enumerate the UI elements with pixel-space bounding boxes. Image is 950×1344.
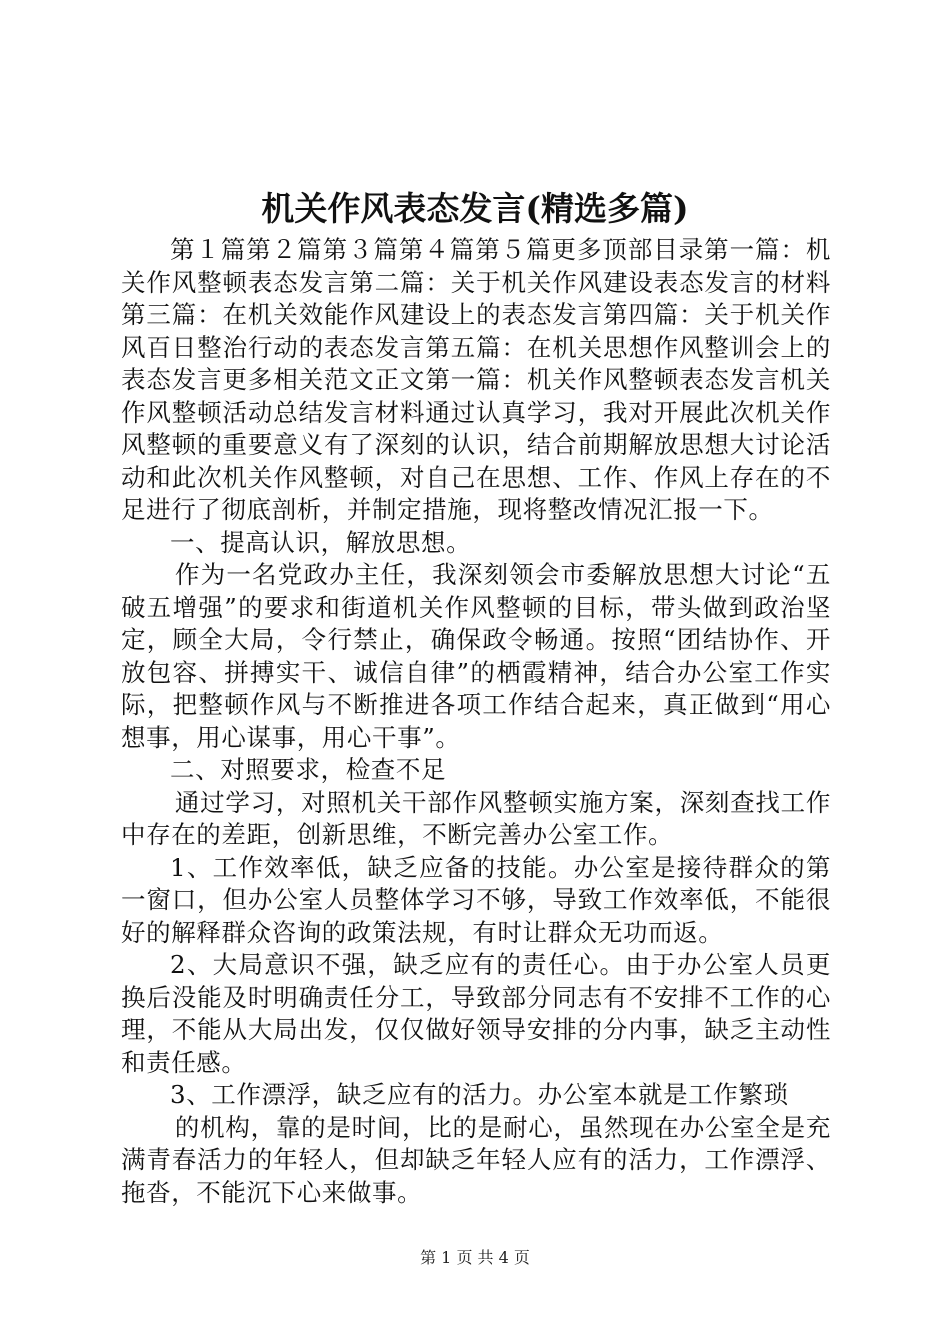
paragraph-intro: 第１篇第２篇第３篇第４篇第５篇更多顶部目录第一篇：机关作风整顿表态发言第二篇：关于机关作风建设表态发言的材料第三篇：在机关效能作风建设上的表态发言第四篇：关于机关作风百日整治行动的表态发言第五篇：在机关思想作风整训会上的表态发言更多相关范文正文第一篇：机关作风整顿表态发言机关作风整顿活动总结发言材料通过认真学习，我对开展此次机关作风整顿的重要意义有了深刻的认识，结合前期解放思想大讨论活动和此次机关作风整顿，对自己在思想、工作、作风上存在的不足进行了彻底剖析，并制定措施，现将整改情况汇报一下。	[121, 235, 831, 524]
section-heading-2: 二、对照要求，检查不足	[170, 755, 447, 784]
section-heading-1: 一、提高认识，解放思想。	[170, 527, 472, 557]
paragraph-section-2: 通过学习，对照机关干部作风整顿实施方案，深刻查找工作中存在的差距，创新思维，不断完善办公室工作。	[121, 787, 831, 849]
paragraph-section-1: 作为一名党政办主任，我深刻领会市委解放思想大讨论“五破五增强”的要求和街道机关作风整顿的目标，带头做到政治坚定，顾全大局，令行禁止，确保政令畅通。按照“团结协作、开放包容、拼搏实干、诚信自律”的栖霞精神，结合办公室工作实际，把整顿作风与不断推进各项工作结合起来，真正做到“用心想事，用心谋事，用心干事”。	[121, 560, 831, 752]
paragraph-item-2: 2、大局意识不强，缺乏应有的责任心。由于办公室人员更换后没能及时明确责任分工，导致部分同志有不安排不工作的心理，不能从大局出发，仅仅做好领导安排的分内事，缺乏主动性和责任感。	[121, 950, 831, 1077]
paragraph-item-1: 1、工作效率低，缺乏应备的技能。办公室是接待群众的第一窗口，但办公室人员整体学习不够，导致工作效率低，不能很好的解释群众咨询的政策法规，有时让群众无功而返。	[121, 852, 831, 947]
paragraph-item-3-continued: 的机构，靠的是时间，比的是耐心，虽然现在办公室全是充满青春活力的年轻人，但却缺乏年轻人应有的活力，工作漂浮、拖沓，不能沉下心来做事。	[121, 1112, 831, 1207]
document-title: 机关作风表态发言(精选多篇)	[261, 189, 689, 228]
document-body	[121, 234, 831, 1209]
paragraph-item-3: 3、工作漂浮，缺乏应有的活力。办公室本就是工作繁琐	[170, 1080, 789, 1109]
page-footer: 第 1 页 共 4 页	[420, 1248, 530, 1267]
